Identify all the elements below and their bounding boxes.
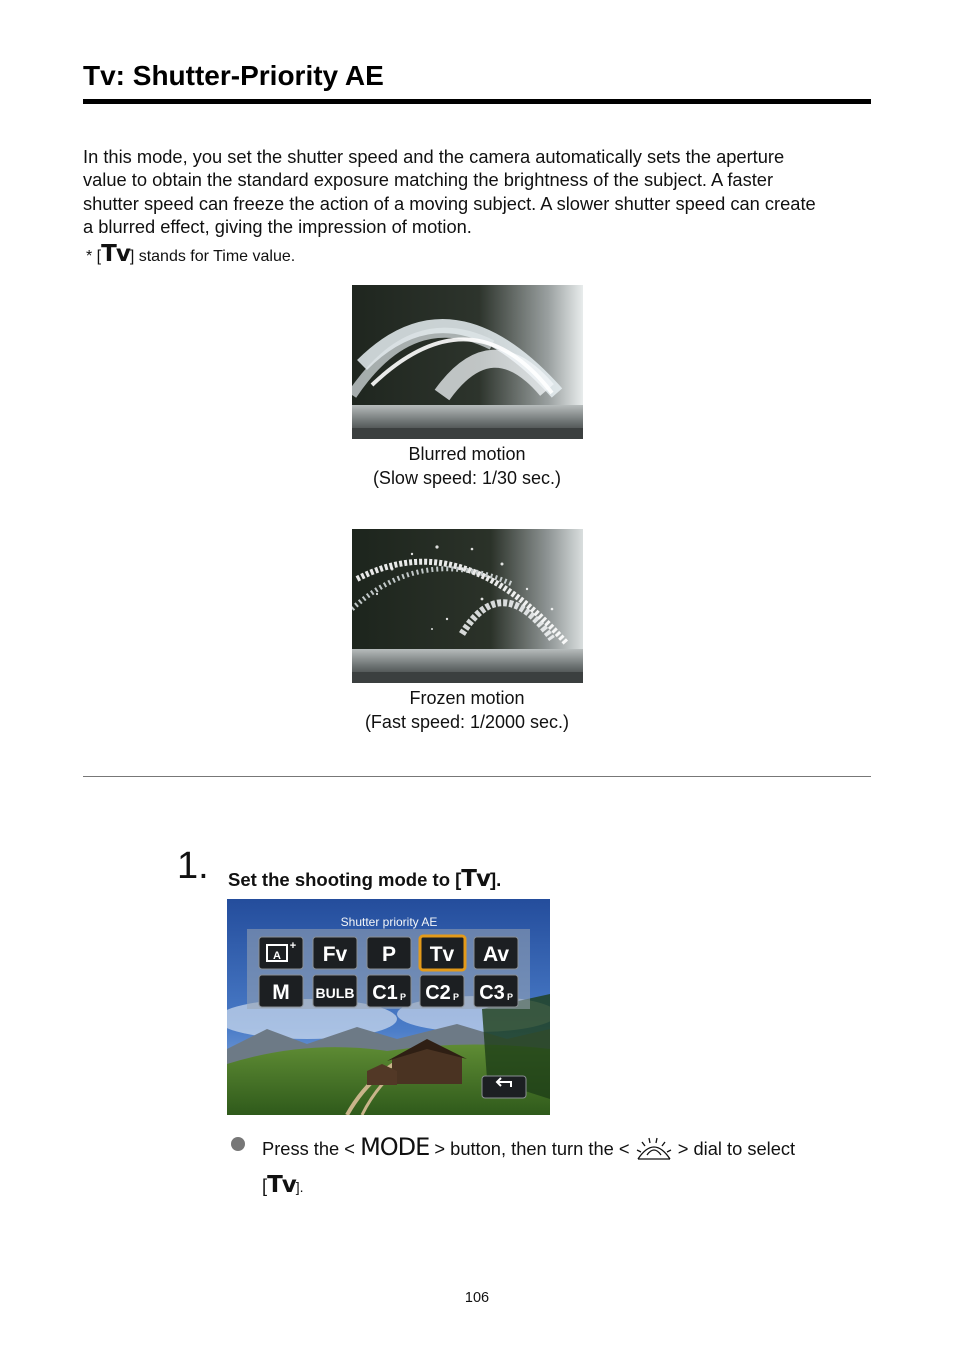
- camera-mode-screen: [227, 899, 550, 1115]
- scene-auto-label: A: [273, 950, 281, 962]
- bullet-text-part: [: [262, 1175, 268, 1196]
- mode-p-label: P: [381, 943, 397, 966]
- section-divider: [83, 776, 871, 777]
- screen-header: Shutter priority AE: [340, 915, 438, 929]
- mode-c2-subscript: P: [452, 992, 460, 1002]
- title-underline: [83, 99, 871, 104]
- plus-icon: +: [289, 940, 297, 952]
- intro-line: value to obtain the standard exposure matching the brightness of the subject. A faster: [83, 169, 774, 191]
- step-instruction: [228, 866, 501, 892]
- footnote-suffix: ] stands for Time value.: [129, 248, 296, 265]
- tv-icon: Tv: [267, 1172, 296, 1198]
- blurred-motion-photo: [352, 285, 583, 439]
- tv-icon: Tv: [461, 866, 490, 892]
- bullet-instruction: [262, 1132, 862, 1202]
- tv-icon: Tv: [101, 241, 130, 267]
- mode-tv-label: Tv: [429, 943, 455, 966]
- caption-line: (Slow speed: 1/30 sec.): [372, 467, 562, 488]
- intro-paragraph: [83, 145, 873, 239]
- step-number: 1.: [177, 845, 209, 887]
- intro-line: a blurred effect, giving the impression of motion.: [83, 216, 472, 238]
- bullet-dot: [231, 1137, 245, 1151]
- bullet-text-part: > dial to select: [672, 1138, 796, 1159]
- mode-c1-label: C1: [372, 982, 398, 1004]
- caption-line: Frozen motion: [409, 688, 525, 708]
- mode-c1-subscript: P: [399, 992, 407, 1002]
- bullet-text-part: Press the <: [262, 1138, 361, 1159]
- tv-footnote: [86, 242, 295, 269]
- intro-line: shutter speed can freeze the action of a moving subject. A slower shutter speed can create: [83, 192, 816, 214]
- figure-caption: [300, 443, 634, 490]
- main-dial-icon: [635, 1137, 673, 1170]
- mode-bulb-label: BULB: [315, 985, 355, 1001]
- mode-av-label: Av: [482, 943, 510, 966]
- bullet-text-part: ].: [295, 1179, 304, 1195]
- bullet-text-part: > button, then turn the <: [429, 1138, 635, 1159]
- caption-line: Blurred motion: [408, 444, 526, 464]
- intro-line: In this mode, you set the shutter speed and the camera automatically sets the aperture: [83, 146, 785, 167]
- mode-c2-label: C2: [425, 982, 451, 1004]
- caption-line: (Fast speed: 1/2000 sec.): [364, 711, 570, 732]
- mode-fv-label: Fv: [322, 943, 348, 966]
- step-text-prefix: Set the shooting mode to [: [228, 869, 462, 890]
- footnote-prefix: * [: [86, 248, 102, 265]
- step-text-suffix: ].: [489, 869, 502, 890]
- mode-m-label: M: [272, 981, 290, 1004]
- mode-c3-subscript: P: [506, 992, 514, 1002]
- mode-auto-tile[interactable]: [259, 937, 303, 969]
- mode-c3-label: C3: [479, 982, 505, 1004]
- frozen-motion-photo: [352, 529, 583, 683]
- page-title: Tv: Shutter-Priority AE: [83, 60, 384, 91]
- page-number: 106: [464, 1290, 490, 1306]
- return-button[interactable]: [482, 1076, 526, 1098]
- figure-caption: [300, 687, 634, 734]
- mode-button-icon: MODE: [360, 1133, 430, 1161]
